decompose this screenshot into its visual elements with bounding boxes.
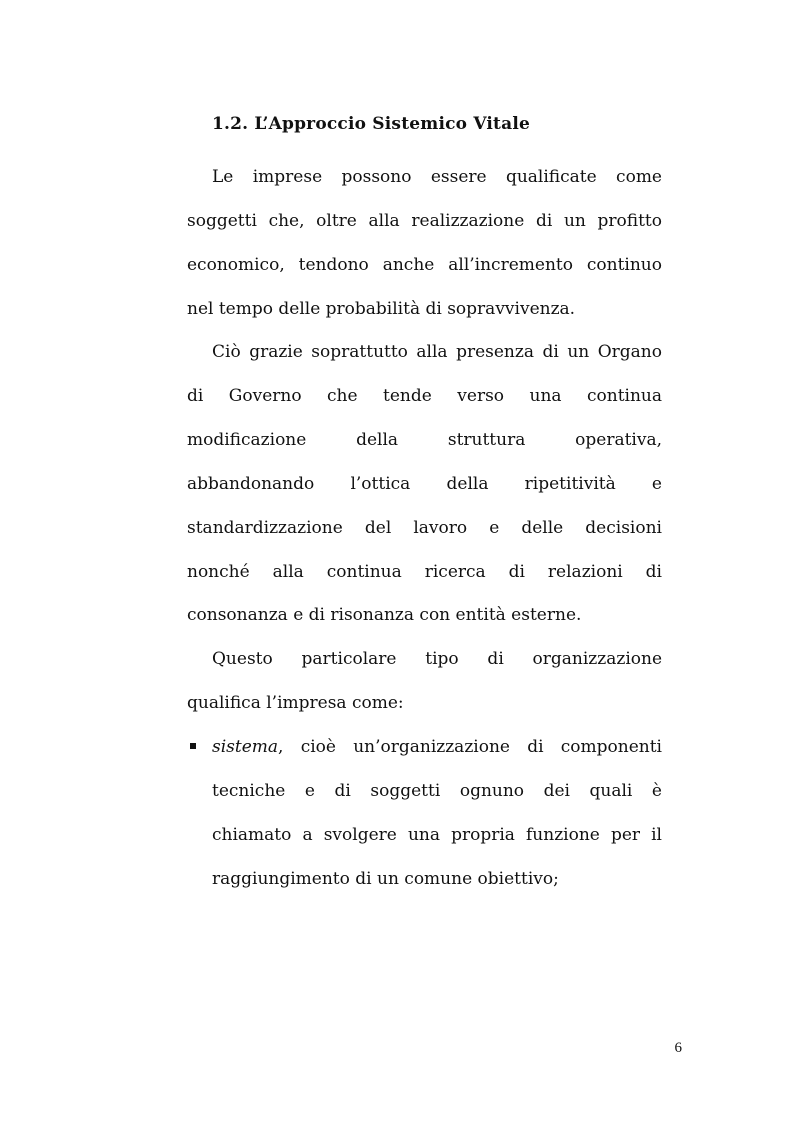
paragraph-line: standardizzazione del lavoro e delle decisioni (187, 518, 662, 538)
list-item-first-line (212, 735, 662, 759)
square-bullet-icon (190, 743, 196, 749)
paragraph-line: qualifica l’impresa come: (187, 693, 404, 713)
page-number: 6 (674, 1040, 682, 1056)
paragraph-line: abbandonando l’ottica della ripetitività e (187, 474, 662, 494)
list-item-line: raggiungimento di un comune obiettivo; (212, 869, 559, 889)
list-item-term: sistema (212, 737, 279, 757)
paragraph-line: economico, tendono anche all’incremento continuo (187, 255, 662, 275)
list-item-text: , cioè un’organizzazione di componenti (278, 737, 662, 757)
paragraph-line: Le imprese possono essere qualificate come (212, 167, 662, 187)
paragraph-line: Questo particolare tipo di organizzazione (212, 649, 662, 669)
section-heading: 1.2. L’Approccio Sistemico Vitale (212, 114, 531, 134)
paragraph-line: Ciò grazie soprattutto alla presenza di un Organo (212, 342, 662, 362)
paragraph-line: nonché alla continua ricerca di relazioni di (187, 562, 662, 582)
paragraph-line: modificazione della struttura operativa, (187, 430, 662, 450)
paragraph-line: soggetti che, oltre alla realizzazione di un profitto (187, 211, 662, 231)
list-item-line: chiamato a svolgere una propria funzione per il (212, 825, 662, 845)
paragraph-line: di Governo che tende verso una continua (187, 386, 662, 406)
paragraph-line: nel tempo delle probabilità di sopravvivenza. (187, 299, 576, 319)
paragraph-line: consonanza e di risonanza con entità esterne. (187, 605, 582, 625)
list-item-line: tecniche e di soggetti ognuno dei quali è (212, 781, 662, 801)
